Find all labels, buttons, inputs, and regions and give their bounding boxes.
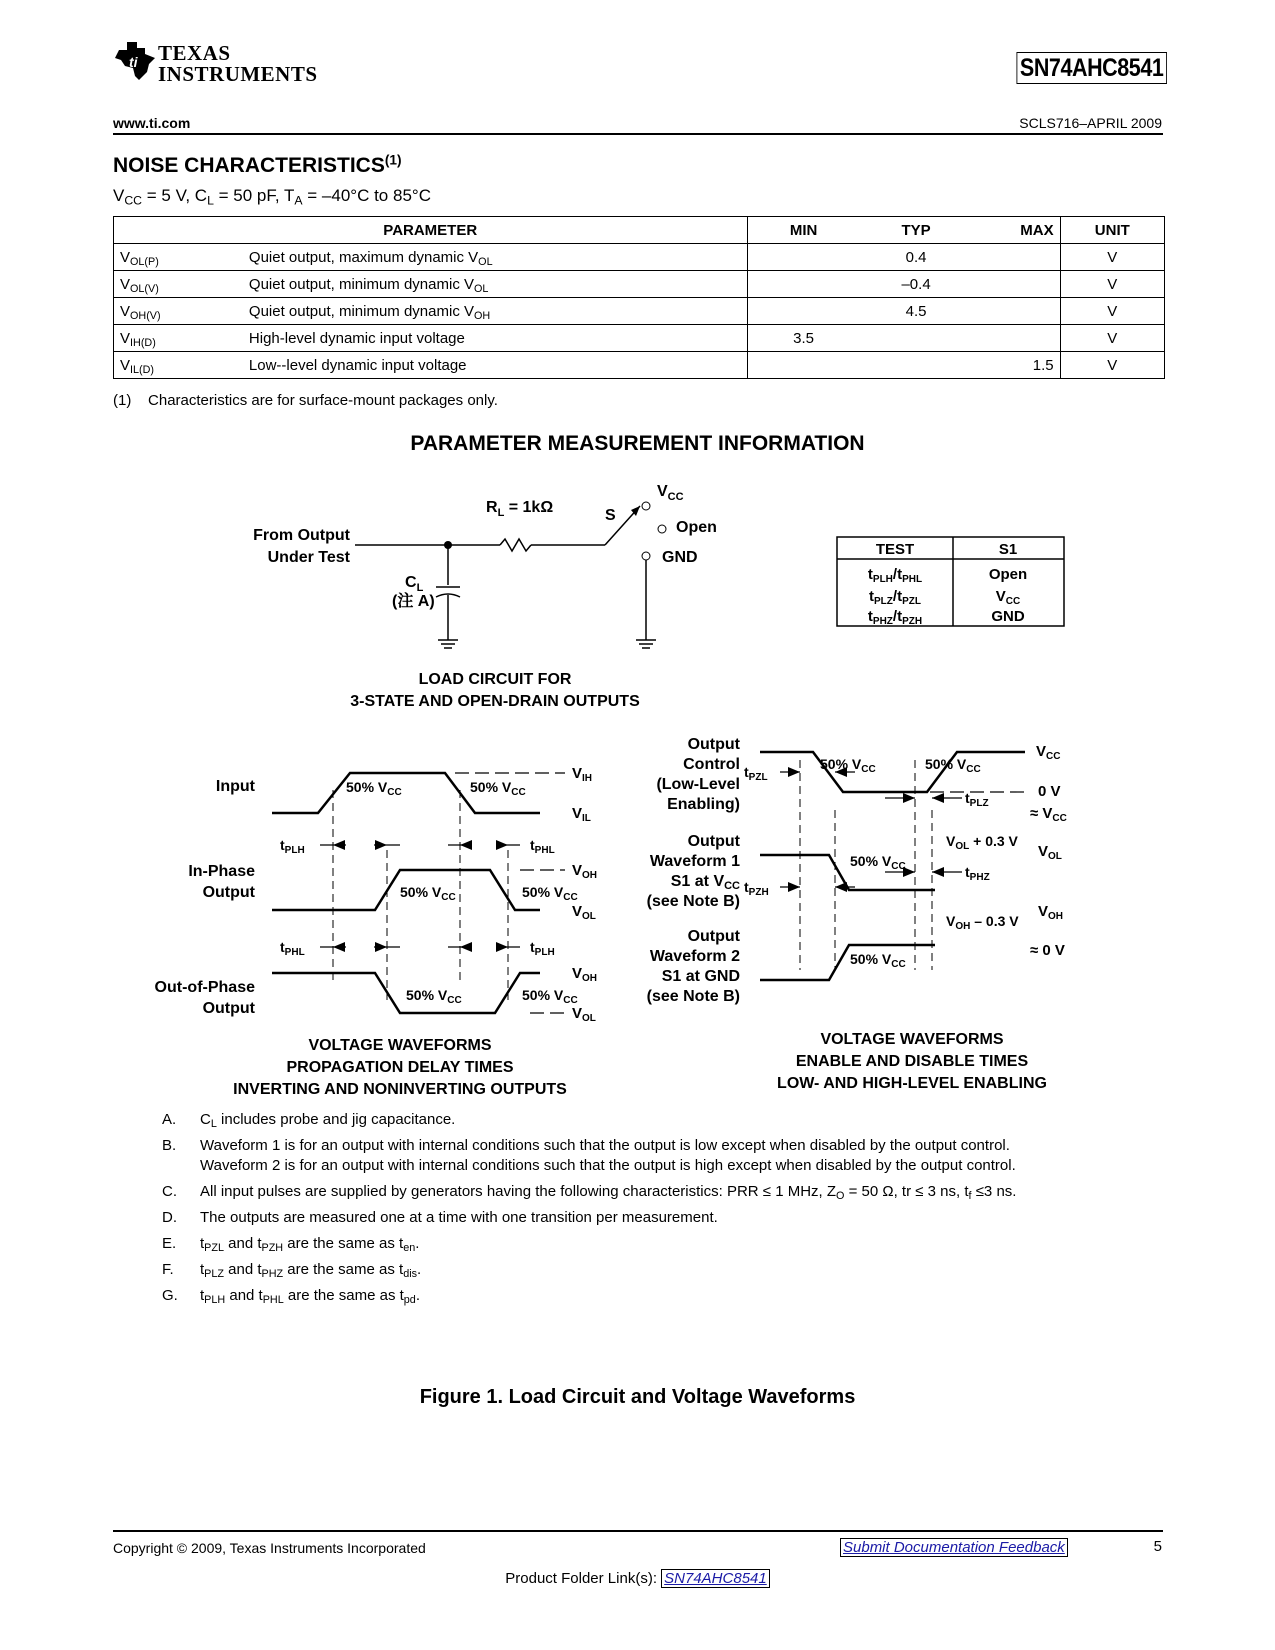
noise-footnote (113, 392, 498, 409)
th-typ: TYP (860, 217, 973, 244)
from-output-2: Under Test (267, 549, 350, 566)
note-text: Waveform 1 is for an output with internal conditions such that the output is low except when disabled by the output control. (200, 1137, 1010, 1154)
submit-feedback-link[interactable]: Submit Documentation Feedback (840, 1538, 1068, 1557)
lbl-tplz: $t_{PLZ}$ (965, 790, 989, 809)
lbl-vol-plus: $V_{OL} + 0.3$ V (946, 833, 1018, 852)
cell-min (747, 352, 860, 379)
lbl-tpzh: $t_{PZH}$ (744, 879, 769, 898)
cl-label: $C_L$ (405, 574, 424, 594)
label-oc-3: (Low-Level (656, 776, 740, 793)
doc-number: SCLS716–APRIL 2009 (1019, 115, 1162, 131)
noise-title-text: NOISE CHARACTERISTICS (113, 154, 385, 177)
lbl-tpzl: $t_{PZL}$ (744, 764, 768, 783)
pfl-label: Product Folder Link(s): (505, 1570, 662, 1587)
lbl-tplh-1: $t_{PLH}$ (280, 837, 305, 856)
left-caption-2: PROPAGATION DELAY TIMES (286, 1059, 514, 1076)
cell-text: V (120, 302, 131, 320)
lbl-r-voh: $V_{OH}$ (1038, 903, 1064, 922)
th-unit: UNIT (1060, 217, 1164, 244)
circuit-caption-1: LOAD CIRCUIT FOR (418, 671, 572, 688)
lbl-r-vol: $V_{OL}$ (1038, 843, 1062, 862)
cell-unit: V (1060, 352, 1164, 379)
switch-contact-open (658, 525, 666, 533)
note-text: are the same as t (283, 1287, 404, 1304)
note-sub: PZL (204, 1242, 224, 1255)
label-w1-2: Waveform 1 (649, 853, 740, 870)
circuit-node (444, 541, 452, 549)
note-sub: PHZ (261, 1268, 284, 1281)
right-caption-2: ENABLE AND DISABLE TIMES (795, 1053, 1029, 1070)
note-sub: en (403, 1242, 416, 1255)
noise-table-body (114, 244, 1165, 379)
cell-description (243, 352, 747, 379)
note-sub: PLH (204, 1294, 226, 1307)
note-text: C (200, 1111, 211, 1128)
lbl-vil: $V_{IL}$ (572, 805, 591, 824)
note-text: t (200, 1287, 205, 1304)
label-w2-2: Waveform 2 (649, 948, 740, 965)
cell-sub: OL (474, 282, 489, 295)
note-b (162, 1136, 1072, 1176)
note-g (162, 1286, 1072, 1306)
lbl-r-vcc: $V_{CC}$ (1036, 743, 1061, 762)
label-oc-1: Output (687, 736, 740, 753)
tt-r3-test: $t_{PHZ}/t_{PZH}$ (867, 608, 923, 627)
note-text: are the same as t (283, 1261, 404, 1278)
lbl-tphz: $t_{PHZ}$ (965, 864, 990, 883)
noise-row (114, 271, 1165, 298)
cond-sub: CC (124, 193, 143, 208)
note-sub: PLZ (204, 1268, 224, 1281)
lbl-r-zero: 0 V (1038, 783, 1061, 800)
label-w2-1: Output (687, 928, 740, 945)
cell-typ (860, 325, 973, 352)
note-a (162, 1110, 1072, 1130)
cell-text: V (120, 329, 131, 347)
note-e (162, 1234, 1072, 1254)
right-caption-1: VOLTAGE WAVEFORMS (820, 1031, 1004, 1048)
cell-description (243, 271, 747, 298)
product-folder-link[interactable]: SN74AHC8541 (661, 1569, 770, 1588)
note-sub: L (210, 1118, 217, 1131)
cell-symbol (114, 271, 243, 298)
cell-unit: V (1060, 325, 1164, 352)
noise-section-title (113, 154, 402, 178)
note-text: are the same as t (283, 1235, 404, 1252)
cell-typ (860, 352, 973, 379)
cell-unit: V (1060, 244, 1164, 271)
pct-input-rise: 50% $V_{CC}$ (346, 779, 402, 798)
tt-r2-s1: $V_{CC}$ (995, 588, 1021, 607)
cell-sub: OL(V) (130, 282, 159, 295)
label-outphase-2: Output (202, 1000, 255, 1017)
cond-sub: L (207, 193, 214, 208)
lbl-vih: $V_{IH}$ (572, 765, 593, 784)
noise-table-header (114, 217, 1165, 244)
note-letter: A. (162, 1111, 177, 1128)
circuit-caption-2: 3-STATE AND OPEN-DRAIN OUTPUTS (350, 693, 640, 710)
noise-row (114, 325, 1165, 352)
tt-r3-s1: GND (991, 608, 1025, 625)
rl-label: $R_L = 1k\Omega$ (486, 499, 554, 519)
tt-r2-test: $t_{PLZ}/t_{PZL}$ (869, 588, 921, 607)
note-text: All input pulses are supplied by generators having the following characteristics: PRR ≤ 1 MHz, Z (200, 1183, 837, 1200)
logo-line2: INSTRUMENTS (158, 62, 318, 86)
footnote-num: (1) (113, 392, 132, 409)
propagation-waveforms (0, 730, 640, 1100)
note-text: . (417, 1261, 422, 1278)
cell-sub: OH(V) (130, 309, 161, 322)
page-number: 5 (1153, 1538, 1162, 1555)
lbl-voh-minus: $V_{OH} - 0.3$ V (946, 913, 1019, 932)
cell-description (243, 325, 747, 352)
label-w1-1: Output (687, 833, 740, 850)
label-inphase-2: Output (202, 884, 255, 901)
tt-h-s1: S1 (998, 541, 1018, 558)
cond-sub: A (294, 193, 303, 208)
figure-caption: Figure 1. Load Circuit and Voltage Waveforms (419, 1386, 856, 1408)
cond-text: = –40°C to 85°C (302, 186, 431, 205)
pmi-title: PARAMETER MEASUREMENT INFORMATION (410, 432, 865, 455)
lbl-tplh-2: $t_{PLH}$ (530, 939, 555, 958)
noise-conditions (113, 186, 431, 206)
footnote-text: Characteristics are for surface-mount packages only. (148, 392, 498, 409)
cell-typ: 0.4 (860, 244, 973, 271)
cell-max (972, 298, 1060, 325)
switch-contact-gnd (642, 552, 650, 560)
note-text: Waveform 2 is for an output with internal conditions such that the output is high except when disabled by the output control. (200, 1157, 1016, 1174)
lbl-tphl-1: $t_{PHL}$ (530, 837, 555, 856)
cell-text: Low--level dynamic input voltage (248, 356, 467, 374)
copyright: Copyright © 2009, Texas Instruments Incorporated (113, 1540, 426, 1556)
cell-max: 1.5 (972, 352, 1060, 379)
pct-oc-fall: 50% $V_{CC}$ (820, 756, 876, 775)
ti-logo (113, 40, 318, 90)
cell-min: 3.5 (747, 325, 860, 352)
cell-text: V (120, 356, 131, 374)
label-oc-4: Enabling) (667, 796, 740, 813)
cell-sub: IH(D) (130, 336, 156, 349)
note-sub: pd (403, 1294, 416, 1307)
tt-h-test: TEST (875, 541, 915, 558)
note-letter: G. (162, 1287, 178, 1304)
pct-outphase-rise: 50% $V_{CC}$ (522, 987, 578, 1006)
cell-typ: 4.5 (860, 298, 973, 325)
note-letter: D. (162, 1209, 177, 1226)
note-text: . (415, 1235, 420, 1252)
th-max: MAX (972, 217, 1060, 244)
note-sub: O (836, 1190, 845, 1203)
test-table (837, 537, 1064, 627)
cell-text: Quiet output, maximum dynamic V (248, 248, 479, 266)
note-text: t (200, 1261, 205, 1278)
enable-arrowheads (788, 767, 944, 892)
note-c (162, 1182, 1072, 1202)
note-text: The outputs are measured one at a time with one transition per measurement. (200, 1209, 718, 1226)
note-sub: f (968, 1190, 972, 1203)
logo-line1: TEXAS (158, 41, 231, 65)
label-w1-3: S1 at VCC (670, 873, 740, 892)
product-folder-links (0, 1570, 1275, 1587)
cond-text: V (113, 186, 125, 205)
left-caption-1: VOLTAGE WAVEFORMS (308, 1037, 492, 1054)
header-rule (113, 133, 1163, 135)
noise-row (114, 244, 1165, 271)
lbl-vol-1: $V_{OL}$ (572, 903, 596, 922)
note-text: t (200, 1235, 205, 1252)
note-text: ≤3 ns. (971, 1183, 1017, 1200)
part-number-box: SN74AHC8541 (1017, 52, 1167, 84)
lbl-voh-2: $V_{OH}$ (572, 965, 598, 984)
cell-unit: V (1060, 298, 1164, 325)
cell-max (972, 271, 1060, 298)
note-text: = 50 Ω, tr ≤ 3 ns, t (844, 1183, 969, 1200)
label-w2-4: (see Note B) (646, 988, 740, 1005)
left-caption-3: INVERTING AND NONINVERTING OUTPUTS (233, 1081, 567, 1098)
th-parameter: PARAMETER (114, 217, 748, 244)
cond-text: = 5 V, C (142, 186, 208, 205)
circuit-wires (355, 506, 656, 648)
note-sub: PHL (262, 1294, 284, 1307)
note-letter: F. (162, 1261, 174, 1278)
cell-symbol (114, 244, 243, 271)
label-inphase-1: In-Phase (188, 863, 255, 880)
label-w2-3: S1 at GND (661, 968, 740, 985)
switch-open: Open (676, 519, 717, 536)
lbl-r-approx-vcc: ≈ $V_{CC}$ (1030, 805, 1067, 824)
note-sub: PZH (261, 1242, 284, 1255)
enable-timing-arrows (780, 772, 962, 887)
note-text: and t (223, 1261, 262, 1278)
cell-sub: OL(P) (130, 255, 159, 268)
note-letter: C. (162, 1183, 177, 1200)
note-letter: E. (162, 1235, 177, 1252)
tt-r1-s1: Open (988, 566, 1028, 583)
th-min: MIN (747, 217, 860, 244)
pct-oc-rise: 50% $V_{CC}$ (925, 756, 981, 775)
tt-r1-test: $t_{PLH}/t_{PHL}$ (867, 566, 923, 585)
cell-symbol (114, 298, 243, 325)
cell-unit: V (1060, 271, 1164, 298)
pct-inphase-rise: 50% $V_{CC}$ (400, 884, 456, 903)
pct-inphase-fall: 50% $V_{CC}$ (522, 884, 578, 903)
note-text: includes probe and jig capacitance. (216, 1111, 456, 1128)
pct-w1: 50% $V_{CC}$ (850, 853, 906, 872)
cell-text: Quiet output, minimum dynamic V (248, 302, 474, 320)
note-sub: dis (403, 1268, 417, 1281)
switch-gnd: GND (662, 549, 698, 566)
cell-text: High-level dynamic input voltage (248, 329, 465, 347)
note-text: and t (223, 1235, 262, 1252)
note-f (162, 1260, 1072, 1280)
cell-typ: –0.4 (860, 271, 973, 298)
cell-min (747, 244, 860, 271)
right-caption-3: LOW- AND HIGH-LEVEL ENABLING (777, 1075, 1047, 1092)
note-d (162, 1208, 1072, 1228)
cell-max (972, 325, 1060, 352)
footer-rule (113, 1530, 1163, 1532)
cell-sub: IL(D) (130, 363, 155, 376)
pct-outphase-fall: 50% $V_{CC}$ (406, 987, 462, 1006)
figure-notes (162, 1110, 1072, 1312)
switch-label: S (605, 507, 616, 524)
note-text: and t (225, 1287, 263, 1304)
cell-text: V (120, 275, 131, 293)
noise-row (114, 352, 1165, 379)
ti-state-icon (113, 40, 157, 84)
load-circuit-diagram (0, 460, 1275, 720)
noise-table (113, 216, 1165, 379)
cell-text: V (120, 248, 131, 266)
cell-min (747, 271, 860, 298)
label-oc-2: Control (683, 756, 740, 773)
from-output-1: From Output (253, 527, 350, 544)
lbl-voh-1: $V_{OH}$ (572, 862, 598, 881)
switch-vcc: $V_{CC}$ (657, 483, 684, 503)
lbl-tphl-2: $t_{PHL}$ (280, 939, 305, 958)
cell-min (747, 298, 860, 325)
label-w1-4: (see Note B) (646, 893, 740, 910)
svg-text:ti: ti (129, 54, 138, 70)
lbl-vol-2: $V_{OL}$ (572, 1005, 596, 1024)
cell-sub: OL (478, 255, 493, 268)
cl-note: (注 A) (392, 593, 435, 610)
note-text: . (415, 1287, 420, 1304)
cell-description (243, 298, 747, 325)
cell-symbol (114, 325, 243, 352)
noise-row (114, 298, 1165, 325)
switch-contact-vcc (642, 502, 650, 510)
pct-w2: 50% $V_{CC}$ (850, 951, 906, 970)
noise-title-note: (1) (384, 152, 402, 168)
note-letter: B. (162, 1137, 177, 1154)
cell-description (243, 244, 747, 271)
enable-disable-waveforms (640, 730, 1275, 1100)
cell-symbol (114, 352, 243, 379)
pct-input-fall: 50% $V_{CC}$ (470, 779, 526, 798)
label-input: Input (215, 778, 255, 795)
cond-text: = 50 pF, T (213, 186, 295, 205)
label-outphase-1: Out-of-Phase (154, 979, 255, 996)
lbl-r-approx-zero: ≈ 0 V (1030, 942, 1065, 959)
cell-sub: OH (474, 309, 491, 322)
cell-text: Quiet output, minimum dynamic V (248, 275, 474, 293)
website-link[interactable]: www.ti.com (113, 115, 191, 131)
cell-max (972, 244, 1060, 271)
